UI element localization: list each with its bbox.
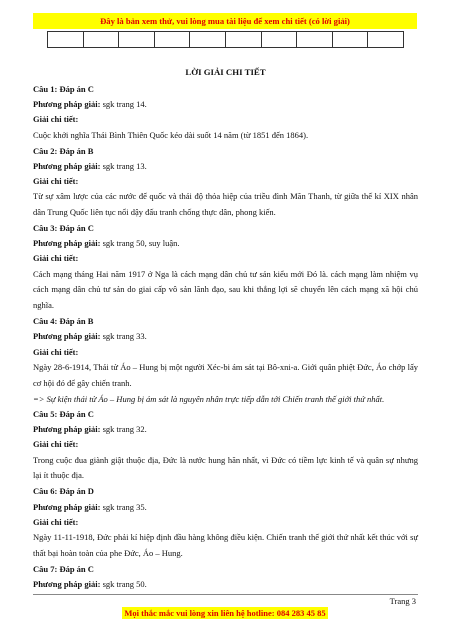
- method-label: Phương pháp giải:: [33, 160, 101, 171]
- method-text: sgk trang 32.: [102, 424, 147, 435]
- question-heading: Câu 2: Đáp án B: [33, 145, 94, 156]
- method-line: [33, 329, 418, 344]
- answer-cell: [119, 32, 155, 48]
- answer-cell: [154, 32, 190, 48]
- method-line: [33, 236, 418, 251]
- detail-label: Giải chi tiết:: [33, 114, 79, 125]
- method-text: sgk trang 33.: [102, 331, 147, 342]
- conclusion-note: => Sự kiện thái tử Áo – Hung bị ám sát là nguyên nhân trực tiếp dẫn tới Chiến tranh thế giới thứ nhất.: [33, 393, 385, 404]
- method-line: [33, 159, 418, 174]
- method-line: [33, 422, 418, 437]
- page-title: LỜI GIẢI CHI TIẾT: [185, 67, 266, 77]
- preview-banner: Đây là bản xem thử, vui lòng mua tài liệu để xem chi tiết (có lời giải): [33, 13, 417, 29]
- method-label: Phương pháp giải:: [33, 424, 101, 435]
- method-line: [33, 577, 418, 592]
- question-heading: Câu 7: Đáp án C: [33, 563, 94, 574]
- question-heading: Câu 6: Đáp án D: [33, 486, 94, 497]
- method-text: sgk trang 13.: [102, 160, 147, 171]
- method-label: Phương pháp giải:: [33, 238, 101, 249]
- hotline-text: Mọi thắc mắc vui lòng xin liên hệ hotline: 084 283 45 85: [124, 608, 326, 618]
- answer-cell: [261, 32, 297, 48]
- detail-text: Cuộc khởi nghĩa Thái Bình Thiên Quốc kéo dài suốt 14 năm (từ 1851 đến 1864).: [33, 129, 309, 140]
- answer-table: [47, 31, 404, 48]
- method-text: sgk trang 50, suy luận.: [102, 238, 180, 249]
- footer-divider: [33, 594, 418, 595]
- answer-cell: [297, 32, 333, 48]
- answer-cell: [332, 32, 368, 48]
- method-text: sgk trang 50.: [102, 578, 147, 589]
- method-label: Phương pháp giải:: [33, 99, 101, 110]
- solution-content: [33, 55, 418, 592]
- page-number: Trang 3: [389, 596, 416, 606]
- detail-label: Giải chi tiết:: [33, 253, 79, 264]
- method-label: Phương pháp giải:: [33, 501, 101, 512]
- detail-text: Ngày 11-11-1918, Đức phải kí hiệp định đầu hàng không điều kiện. Chiến tranh thế giới thứ nhất kết thúc với sự thất bại hoàn toàn của phe Đức, Áo – Hung.: [33, 531, 418, 558]
- question-heading: Câu 3: Đáp án C: [33, 222, 94, 233]
- method-line: [33, 97, 418, 112]
- method-text: sgk trang 14.: [102, 99, 147, 110]
- question-heading: Câu 4: Đáp án B: [33, 316, 94, 327]
- detail-text: Ngày 28-6-1914, Thái tử Áo – Hung bị một người Xéc-bi ám sát tại Bô-xni-a. Giới quân phiệt Đức, Áo chớp lấy cơ hội đó để gây chiến tranh.: [33, 361, 418, 388]
- method-label: Phương pháp giải:: [33, 578, 101, 589]
- method-label: Phương pháp giải:: [33, 331, 101, 342]
- answer-cell: [48, 32, 84, 48]
- hotline-footer: [0, 607, 450, 619]
- question-heading: Câu 1: Đáp án C: [33, 84, 94, 94]
- detail-text: Trong cuộc đua giành giật thuộc địa, Đức là nước hung hăn nhất, vì Đức có tiềm lực kinh tế và quân sự nhưng lại ít thuộc địa.: [33, 454, 418, 481]
- method-line: [33, 500, 418, 515]
- answer-cell: [83, 32, 119, 48]
- detail-text: Từ sự xâm lược của các nước đế quốc và thái độ thỏa hiệp của triều đình Mãn Thanh, từ giữa thế kỉ XIX nhân dân Trung Quốc liên tục nổi dậy đấu tranh chống thực dân, phong kiến.: [33, 191, 418, 218]
- detail-label: Giải chi tiết:: [33, 516, 79, 527]
- detail-text: Cách mạng tháng Hai năm 1917 ở Nga là cách mạng dân chủ tư sản kiểu mới Đó là. cách mạng làm nhiệm vụ cách mạng dân chủ tư sản do giai cấp vô sản lãnh đạo, sau khi thắng lợi sẽ chuyển lên cách mạng xã hội chủ nghĩa.: [33, 268, 418, 311]
- answer-cell: [225, 32, 261, 48]
- answer-cell: [190, 32, 226, 48]
- answer-cell: [368, 32, 404, 48]
- detail-label: Giải chi tiết:: [33, 346, 79, 357]
- question-heading: Câu 5: Đáp án C: [33, 408, 94, 419]
- detail-label: Giải chi tiết:: [33, 439, 79, 450]
- method-text: sgk trang 35.: [102, 501, 147, 512]
- detail-label: Giải chi tiết:: [33, 175, 79, 186]
